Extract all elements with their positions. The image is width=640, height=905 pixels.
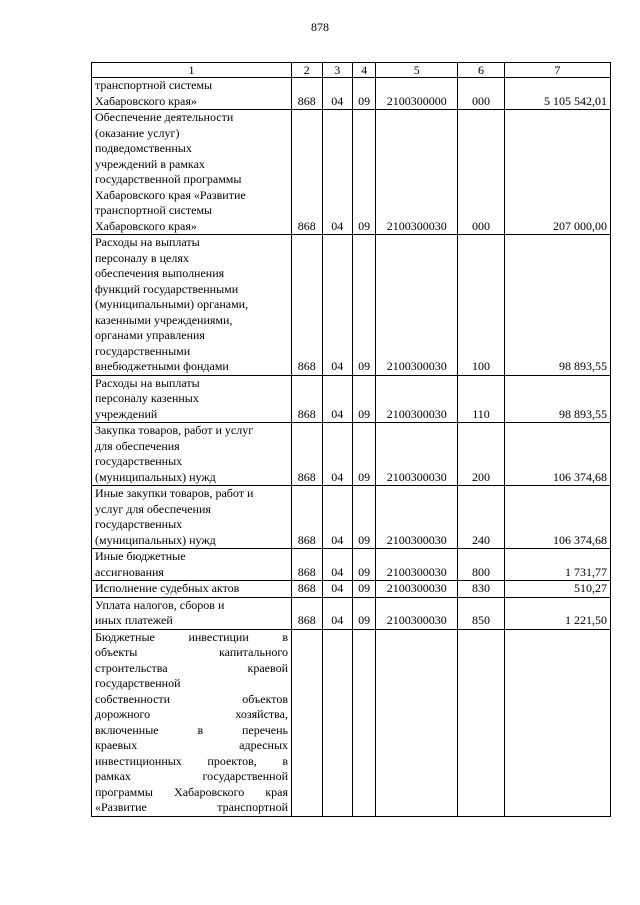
row-name-cell [92, 235, 292, 376]
row-name-line: государственной [95, 676, 181, 690]
row-name-cell [92, 597, 292, 629]
code-owner-cell: 868 [292, 235, 323, 376]
row-name-cell [92, 486, 292, 549]
row-name-line: Хабаровского края «Развитие [95, 187, 246, 202]
code-expense-type-cell: 100 [458, 235, 504, 376]
code-subsection-cell: 09 [353, 549, 376, 581]
header-col-3: 3 [322, 63, 353, 78]
amount-cell: 510,27 [504, 581, 610, 598]
code-section-cell: 04 [322, 486, 353, 549]
code-owner-cell: 868 [292, 581, 323, 598]
row-name-line: Закупка товаров, работ и услуг [95, 423, 254, 437]
row-name-line: Обеспечение деятельности [95, 110, 234, 124]
row-name-line: транспортной системы [95, 203, 213, 217]
row-name-cell [92, 78, 292, 110]
code-target-article-cell [376, 629, 458, 816]
code-expense-type-cell: 000 [458, 110, 504, 235]
row-name-line: собственности объектов [95, 691, 289, 706]
amount-cell: 5 105 542,01 [504, 78, 610, 110]
table-body [92, 78, 611, 817]
row-name-line: подведомственных [95, 141, 192, 155]
row-name-line: для обеспечения [95, 438, 180, 453]
code-section-cell: 04 [322, 423, 353, 486]
amount-cell: 207 000,00 [504, 110, 610, 235]
row-name-line: обеспечения выполнения [95, 266, 225, 280]
row-name-line: (муниципальных) нужд [95, 469, 216, 484]
table-row [92, 597, 611, 629]
row-name-line: казенными учреждениями, [95, 312, 233, 327]
row-name-line: органами управления [95, 328, 205, 342]
row-name-line: краевых адресных [95, 738, 289, 752]
row-name-cell [92, 423, 292, 486]
amount-cell: 98 893,55 [504, 235, 610, 376]
header-col-4: 4 [353, 63, 376, 78]
code-owner-cell: 868 [292, 486, 323, 549]
code-section-cell: 04 [322, 581, 353, 598]
table-row [92, 581, 611, 598]
code-owner-cell: 868 [292, 423, 323, 486]
code-subsection-cell: 09 [353, 110, 376, 235]
table-row [92, 629, 611, 816]
table-row [92, 235, 611, 376]
row-name-line: строительства краевой [95, 660, 289, 675]
code-section-cell: 04 [322, 597, 353, 629]
code-subsection-cell: 09 [353, 78, 376, 110]
row-name-line: рамках государственной [95, 769, 289, 783]
amount-cell: 106 374,68 [504, 423, 610, 486]
row-name-line: учреждений [95, 406, 158, 421]
table-row [92, 486, 611, 549]
code-expense-type-cell: 830 [458, 581, 504, 598]
amount-cell: 106 374,68 [504, 486, 610, 549]
code-owner-cell [292, 629, 323, 816]
code-section-cell [322, 629, 353, 816]
code-target-article-cell: 2100300030 [376, 597, 458, 629]
code-owner-cell: 868 [292, 597, 323, 629]
code-subsection-cell: 09 [353, 581, 376, 598]
code-subsection-cell: 09 [353, 375, 376, 423]
header-col-7: 7 [504, 63, 610, 78]
row-name-line: персоналу казенных [95, 391, 199, 405]
code-subsection-cell [353, 629, 376, 816]
code-section-cell: 04 [322, 375, 353, 423]
amount-cell: 98 893,55 [504, 375, 610, 423]
row-name-line: Исполнение судебных актов [95, 581, 240, 595]
row-name-line: Хабаровского края» [95, 218, 197, 233]
header-col-5: 5 [376, 63, 458, 78]
header-col-1: 1 [92, 63, 292, 78]
code-target-article-cell: 2100300030 [376, 423, 458, 486]
code-expense-type-cell: 110 [458, 375, 504, 423]
row-name-line: услуг для обеспечения [95, 501, 211, 516]
row-name-line: дорожного хозяйства, [95, 707, 289, 721]
code-section-cell: 04 [322, 235, 353, 376]
code-subsection-cell: 09 [353, 235, 376, 376]
code-expense-type-cell: 800 [458, 549, 504, 581]
row-name-line: персоналу в целях [95, 250, 189, 265]
code-owner-cell: 868 [292, 110, 323, 235]
code-expense-type-cell: 850 [458, 597, 504, 629]
table-row [92, 375, 611, 423]
row-name-line: (муниципальными) органами, [95, 297, 249, 311]
table-header-row [92, 63, 611, 78]
code-owner-cell: 868 [292, 549, 323, 581]
row-name-line: включенные в перечень [95, 722, 289, 737]
code-target-article-cell: 2100300030 [376, 549, 458, 581]
row-name-line: Иные бюджетные [95, 549, 186, 563]
code-target-article-cell: 2100300000 [376, 78, 458, 110]
row-name-cell [92, 629, 292, 816]
row-name-line: учреждений в рамках [95, 156, 205, 171]
code-target-article-cell: 2100300030 [376, 110, 458, 235]
row-name-line: (муниципальных) нужд [95, 532, 216, 547]
amount-cell: 1 221,50 [504, 597, 610, 629]
code-target-article-cell: 2100300030 [376, 375, 458, 423]
code-section-cell: 04 [322, 549, 353, 581]
row-name-line: Расходы на выплаты [95, 235, 200, 249]
row-name-cell [92, 375, 292, 423]
code-owner-cell: 868 [292, 375, 323, 423]
row-name-line: Уплата налогов, сборов и [95, 597, 225, 612]
code-expense-type-cell [458, 629, 504, 816]
row-name-line: (оказание услуг) [95, 125, 180, 140]
row-name-line: внебюджетными фондами [95, 359, 229, 373]
code-owner-cell: 868 [292, 78, 323, 110]
amount-cell: 1 731,77 [504, 549, 610, 581]
row-name-line: государственных [95, 517, 183, 531]
row-name-line: программы Хабаровского края [95, 784, 289, 799]
code-section-cell: 04 [322, 110, 353, 235]
row-name-line: Иные закупки товаров, работ и [95, 486, 254, 500]
code-expense-type-cell: 240 [458, 486, 504, 549]
code-subsection-cell: 09 [353, 423, 376, 486]
table-row [92, 110, 611, 235]
row-name-line: иных платежей [95, 613, 173, 627]
header-col-2: 2 [292, 63, 323, 78]
code-subsection-cell: 09 [353, 486, 376, 549]
row-name-cell [92, 581, 292, 598]
row-name-line: «Развитие транспортной [95, 800, 289, 814]
header-col-6: 6 [458, 63, 504, 78]
row-name-line: государственными [95, 343, 191, 358]
table-row [92, 423, 611, 486]
code-target-article-cell: 2100300030 [376, 486, 458, 549]
row-name-line: Расходы на выплаты [95, 375, 200, 390]
amount-cell [504, 629, 610, 816]
row-name-cell [92, 110, 292, 235]
code-section-cell: 04 [322, 78, 353, 110]
row-name-cell [92, 549, 292, 581]
row-name-line: объекты капитального [95, 645, 289, 659]
code-target-article-cell: 2100300030 [376, 235, 458, 376]
budget-table [91, 62, 611, 817]
row-name-line: функций государственными [95, 281, 239, 296]
row-name-line: ассигнования [95, 564, 164, 579]
code-expense-type-cell: 000 [458, 78, 504, 110]
row-name-line: Хабаровского края» [95, 93, 197, 108]
code-subsection-cell: 09 [353, 597, 376, 629]
page-number: 878 [311, 20, 329, 34]
table-row [92, 78, 611, 110]
table-row [92, 549, 611, 581]
code-expense-type-cell: 200 [458, 423, 504, 486]
row-name-line: транспортной системы [95, 78, 213, 92]
row-name-line: государственных [95, 454, 183, 468]
row-name-line: инвестиционных проектов, в [95, 753, 289, 768]
row-name-line: государственной программы [95, 172, 242, 186]
code-target-article-cell: 2100300030 [376, 581, 458, 598]
row-name-line: Бюджетные инвестиции в [95, 629, 289, 644]
